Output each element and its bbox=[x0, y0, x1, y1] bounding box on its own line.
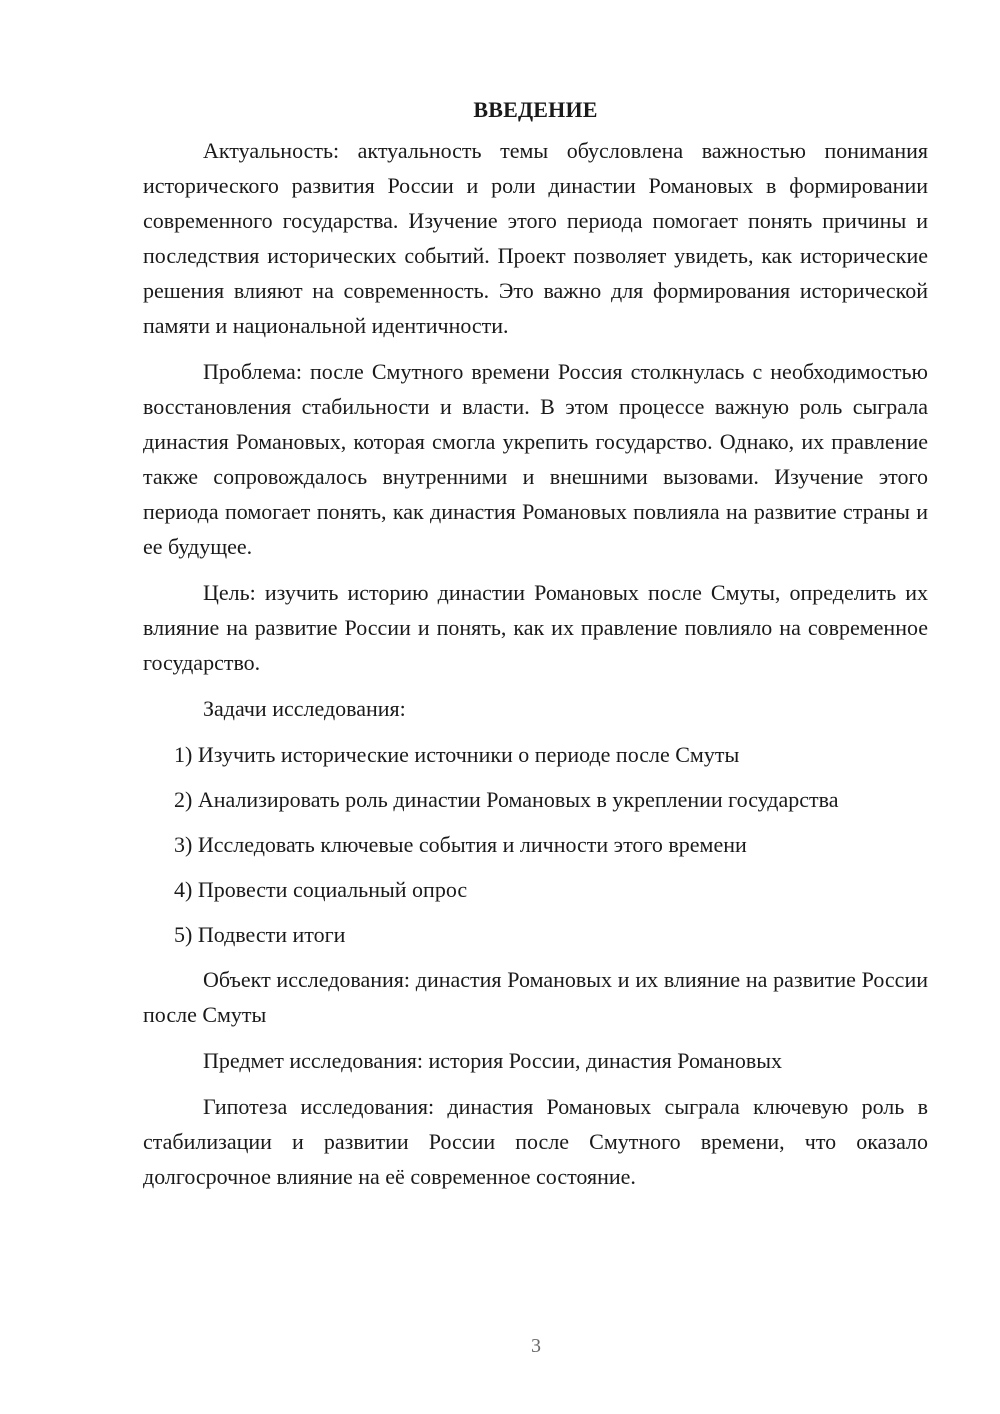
task-item: 3) Исследовать ключевые события и личности этого времени bbox=[174, 832, 747, 857]
page-number: 3 bbox=[531, 1335, 541, 1357]
task-item: 1) Изучить исторические источники о периоде после Смуты bbox=[174, 742, 740, 767]
task-item: 5) Подвести итоги bbox=[174, 922, 346, 947]
goal-paragraph: Цель: изучить историю династии Романовых после Смуты, определить их влияние на развитие России и понять, как их правление повлияло на современное государство. bbox=[143, 580, 928, 675]
object-paragraph: Объект исследования: династия Романовых и их влияние на развитие России после Смуты bbox=[143, 967, 928, 1027]
relevance-paragraph: Актуальность: актуальность темы обусловлена важностью понимания исторического развития России и роли династии Романовых в формировании современного государства. Изучение этого периода помогает понять причины и последствия исторических событий. Проект позволяет увидеть, как исторические решения влияют на современность. Это важно для формирования исторической памяти и национальной идентичности. bbox=[143, 138, 928, 338]
task-item: 2) Анализировать роль династии Романовых в укреплении государства bbox=[174, 787, 839, 812]
task-item: 4) Провести социальный опрос bbox=[174, 877, 468, 902]
subject-paragraph: Предмет исследования: история России, династия Романовых bbox=[203, 1048, 783, 1073]
page-content bbox=[143, 92, 928, 1205]
section-heading: ВВЕДЕНИЕ bbox=[473, 97, 598, 122]
problem-paragraph: Проблема: после Смутного времени Россия столкнулась с необходимостью восстановления стабильности и власти. В этом процессе важную роль сыграла династия Романовых, которая смогла укрепить государство. Однако, их правление также сопровождалось внутренними и внешними вызовами. Изучение этого периода помогает понять, как династия Романовых повлияла на развитие страны и ее будущее. bbox=[143, 359, 928, 559]
hypothesis-paragraph: Гипотеза исследования: династия Романовых сыграла ключевую роль в стабилизации и развитии России после Смутного времени, что оказало долгосрочное влияние на её современное состояние. bbox=[143, 1094, 928, 1189]
tasks-title: Задачи исследования: bbox=[203, 696, 406, 721]
